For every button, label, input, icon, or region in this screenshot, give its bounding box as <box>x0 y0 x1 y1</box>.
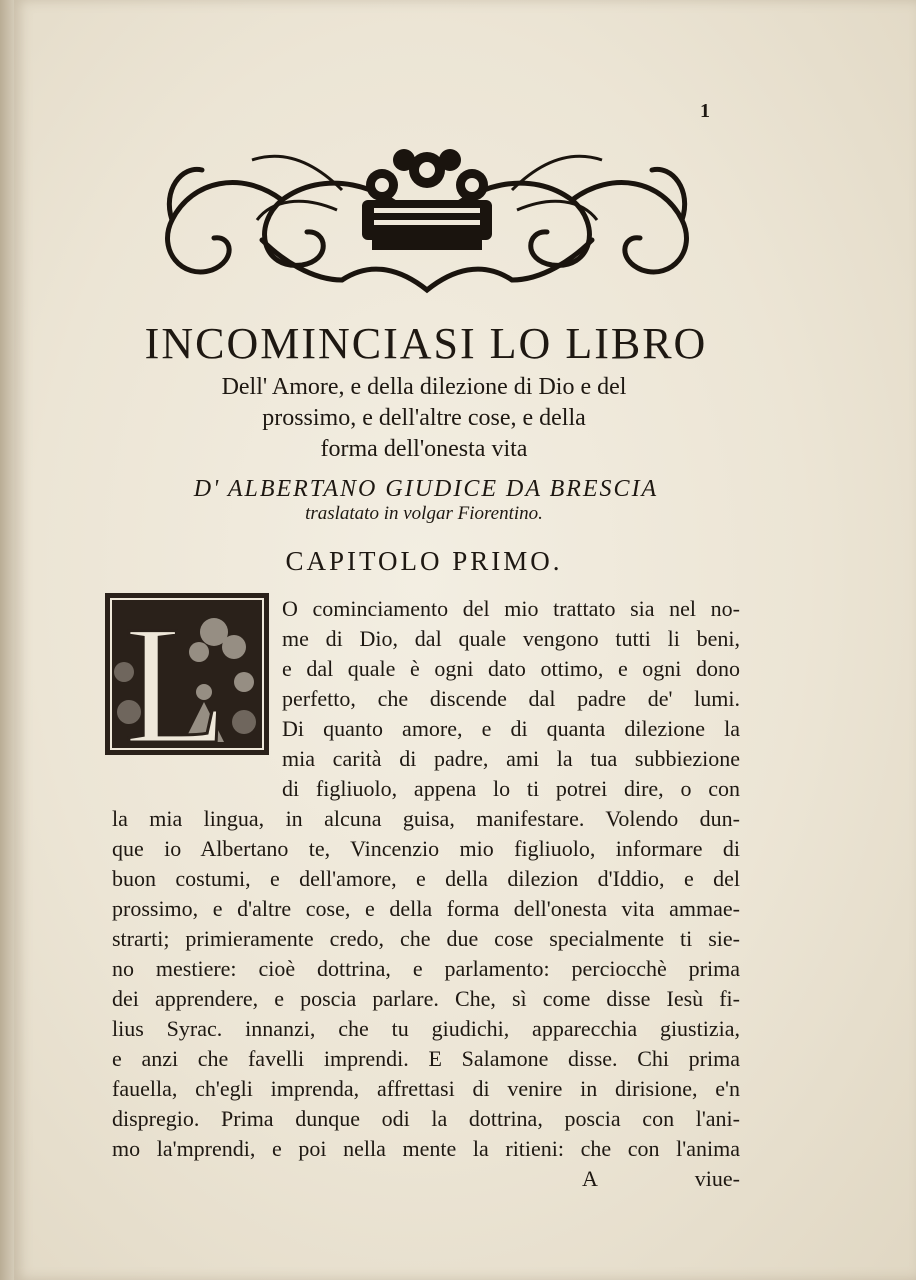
decorated-initial <box>104 592 270 756</box>
page-footer <box>112 1164 740 1194</box>
book-title: INCOMINCIASI LO LIBRO <box>144 319 708 368</box>
body-line: e dal quale è ogni dato ottimo, e ogni dono <box>282 656 740 681</box>
body-line: e anzi che favelli imprendi. E Salamone disse. Chi prima <box>112 1046 740 1071</box>
subtitle-line: Dell' Amore, e della dilezione di Dio e del <box>221 374 627 400</box>
body-line: no mestiere: cioè dottrina, e parlamento: perciocchè prima <box>112 956 740 981</box>
book-subtitle <box>134 372 714 465</box>
ornamental-headpiece <box>142 140 712 300</box>
subtitle-line: forma dell'onesta vita <box>320 436 528 462</box>
body-line: Di quanto amore, e di quanta dilezione la <box>282 716 740 741</box>
translation-note: traslatato in volgar Fiorentino. <box>305 503 543 524</box>
body-line: perfetto, che discende dal padre de' lumi. <box>282 686 740 711</box>
chapter-heading: CAPITOLO PRIMO. <box>285 546 563 576</box>
body-line: dei apprendere, e poscia parlare. Che, sì come disse Iesù fi- <box>112 986 740 1011</box>
body-line: mia carità di padre, ami la tua subbiezione <box>282 746 740 771</box>
body-line: dispregio. Prima dunque odi la dottrina, poscia con l'ani- <box>112 1106 740 1131</box>
signature-mark: A <box>582 1166 598 1191</box>
author-line: D' ALBERTANO GIUDICE DA BRESCIA <box>193 476 659 502</box>
body-line: me di Dio, dal quale vengono tutti li beni, <box>282 626 740 651</box>
body-line: di figliuolo, appena lo ti potrei dire, o con <box>282 776 740 801</box>
body-line: strarti; primieramente credo, che due cose specialmente ti sie- <box>112 926 740 951</box>
page-number: 1 <box>700 100 710 122</box>
subtitle-line: prossimo, e dell'altre cose, e della <box>262 405 586 431</box>
body-line: la mia lingua, in alcuna guisa, manifestare. Volendo dun- <box>112 806 740 831</box>
body-line: lius Syrac. innanzi, che tu giudichi, apparecchia giustizia, <box>112 1016 740 1041</box>
initial-letter-glyph: L <box>124 592 228 756</box>
body-line: O cominciamento del mio trattato sia nel no- <box>282 596 740 621</box>
body-line: mo la'mprendi, e poi nella mente la ritieni: che con l'anima <box>112 1136 740 1161</box>
book-page <box>14 0 916 1280</box>
body-line: buon costumi, e dell'amore, e della dilezion d'Iddio, e del <box>112 866 740 891</box>
catchword: viue- <box>694 1166 740 1191</box>
body-line: prossimo, e d'altre cose, e della forma dell'onesta vita ammae- <box>112 896 740 921</box>
body-line: fauella, ch'egli imprenda, affrettasi di venire in dirisione, e'n <box>112 1076 740 1101</box>
body-line: que io Albertano te, Vincenzio mio figliuolo, informare di <box>112 836 740 861</box>
